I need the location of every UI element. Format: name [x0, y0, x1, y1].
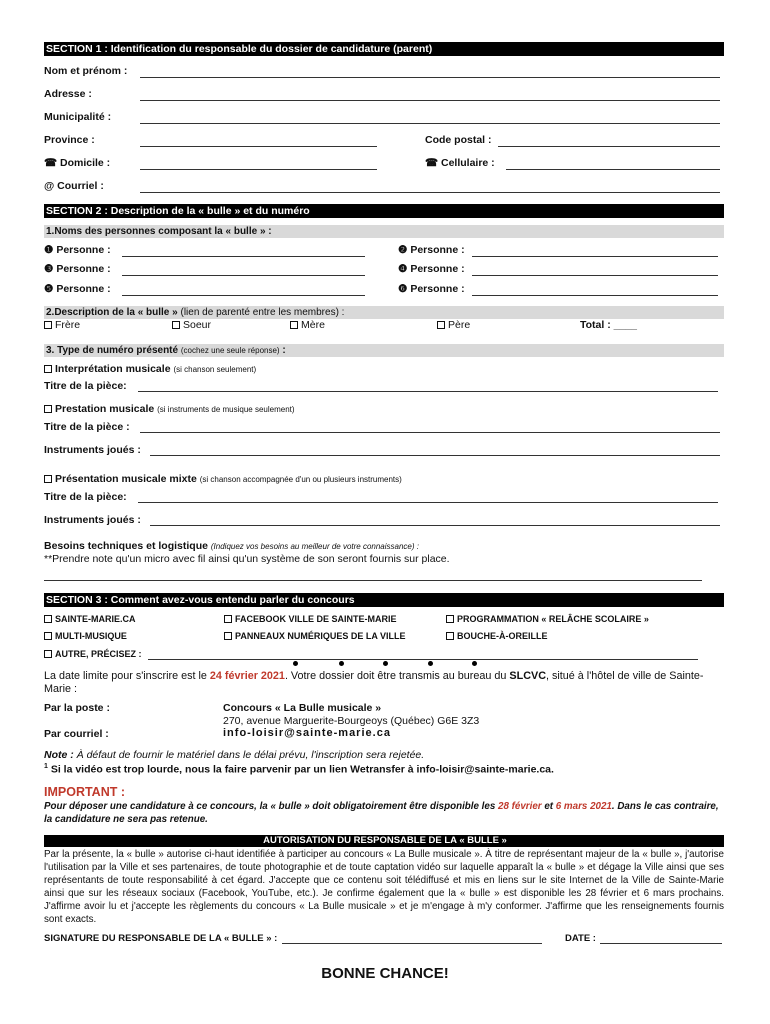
- option-label: MULTI-MUSIQUE: [55, 631, 127, 641]
- mixte-note: (si chanson accompagnée d'un ou plusieurs instruments): [199, 475, 402, 484]
- bullet-dot: [339, 661, 344, 666]
- note-label: Note :: [44, 749, 74, 761]
- person-4-label: ❹ Personne :: [398, 263, 465, 275]
- titre-1-label: Titre de la pièce:: [44, 380, 127, 392]
- cellulaire-field[interactable]: [506, 169, 720, 170]
- checkbox-prestation[interactable]: [44, 403, 295, 415]
- wetransfer-line: [44, 763, 554, 776]
- option-label: PANNEAUX NUMÉRIQUES DE LA VILLE: [235, 631, 406, 641]
- option-label: SAINTE-MARIE.CA: [55, 614, 136, 624]
- q3-header: [44, 344, 724, 357]
- person-5-label: ❺ Personne :: [44, 283, 111, 295]
- instruments-1-label: Instruments joués :: [44, 444, 141, 456]
- option-autre[interactable]: [44, 649, 142, 659]
- person-2-field[interactable]: [472, 256, 718, 257]
- section1-header: SECTION 1 : Identification du responsable du dossier de candidature (parent): [44, 42, 724, 56]
- q2-header: [44, 306, 724, 319]
- person-5-field[interactable]: [122, 295, 365, 296]
- signature-field[interactable]: [282, 943, 542, 944]
- instruments-1-field[interactable]: [150, 455, 720, 456]
- interp-label: Interprétation musicale: [55, 363, 171, 375]
- autorisation-text: Par la présente, la « bulle » autorise ci-haut identifiée à participer au concours « La Bulle musicale ». À titre de représentant majeur de la « bulle », j'autorise l'utilisation par la Ville et ses partenaires, de toute photographie et de toute captation vidéo sur laquelle apparaît la « bulle » et dégage la Ville ainsi que ses représentants de toute responsabilité à cet égard. J'accepte que ce contenu soit télédiffusé et mis en liens sur le site Internet de la Ville de Sainte-Marie ainsi que sur les réseaux sociaux (Facebook, YouTube, etc.). Je confirme également que la « bulle » est disponible les 28 février et 6 mars prochains. J'affirme avoir lu et j'accepte les règlements du concours « La Bulle musicale » et je m'engage à m'y conformer. J'affirme que les renseignements fournis sont exacts.: [44, 849, 724, 925]
- person-2-label: ❷ Personne :: [398, 244, 465, 256]
- option-facebook[interactable]: [224, 614, 397, 624]
- courriel-field[interactable]: [140, 192, 720, 193]
- date-label: DATE :: [565, 933, 596, 944]
- checkbox-icon: [44, 632, 52, 640]
- person-1-label: ❶ Personne :: [44, 244, 111, 256]
- titre-2-field[interactable]: [140, 432, 720, 433]
- autre-field[interactable]: [148, 659, 698, 660]
- option-label: PROGRAMMATION « RELÂCHE SCOLAIRE »: [457, 614, 649, 624]
- checkbox-icon: [290, 321, 298, 329]
- important-text: Pour déposer une candidature à ce concours, la « bulle » doit obligatoirement être disponible les 28 février et 6 mars 2021. Dans le cas contraire, la candidature ne sera pas retenue.: [44, 801, 719, 825]
- bullet-dot: [472, 661, 477, 666]
- section3-header: SECTION 3 : Comment avez-vous entendu parler du concours: [44, 593, 724, 607]
- checkbox-icon: [44, 475, 52, 483]
- checkbox-icon: [446, 615, 454, 623]
- option-sainte-marie[interactable]: [44, 614, 136, 624]
- address-title: Concours « La Bulle musicale »: [223, 702, 382, 714]
- checkbox-soeur[interactable]: [172, 319, 211, 331]
- checkbox-mixte[interactable]: [44, 473, 402, 485]
- besoins-note: (Indiquez vos besoins au meilleur de votre connaissance) :: [210, 542, 419, 551]
- address-street: 270, avenue Marguerite-Bourgeoys (Québec) G6E 3Z3: [223, 715, 480, 727]
- interp-note: (si chanson seulement): [173, 365, 257, 374]
- person-6-field[interactable]: [472, 295, 718, 296]
- checkbox-pere[interactable]: [437, 319, 470, 331]
- micro-note: **Prendre note qu'un micro avec fil ainsi qu'un système de son seront fournis sur place.: [44, 553, 450, 565]
- signature-label: SIGNATURE DU RESPONSABLE DE LA « BULLE » :: [44, 933, 278, 944]
- person-3-label: ❸ Personne :: [44, 263, 111, 275]
- option-bouche[interactable]: [446, 631, 548, 641]
- checkbox-icon: [224, 615, 232, 623]
- option-label: FACEBOOK VILLE DE SAINTE-MARIE: [235, 614, 397, 624]
- section2-header: SECTION 2 : Description de la « bulle » et du numéro: [44, 204, 724, 218]
- option-relache[interactable]: [446, 614, 649, 624]
- titre-2-label: Titre de la pièce :: [44, 421, 130, 433]
- checkbox-icon: [172, 321, 180, 329]
- autorisation-header: AUTORISATION DU RESPONSABLE DE LA « BULLE »: [44, 835, 724, 847]
- nom-label: Nom et prénom :: [44, 65, 128, 77]
- municipalite-field[interactable]: [140, 123, 720, 124]
- q2-note: (lien de parenté entre les membres) :: [180, 307, 345, 318]
- bullet-dot: [383, 661, 388, 666]
- person-1-field[interactable]: [122, 256, 365, 257]
- province-field[interactable]: [140, 146, 377, 147]
- checkbox-interpretation[interactable]: [44, 363, 256, 375]
- besoins-title: Besoins techniques et logistique: [44, 540, 208, 552]
- deadline-org: SLCVC: [509, 670, 546, 682]
- nom-field[interactable]: [140, 77, 720, 78]
- domicile-label: ☎ Domicile :: [44, 157, 111, 169]
- checkbox-icon: [44, 405, 52, 413]
- poste-label: Par la poste :: [44, 702, 110, 714]
- important-date-1: 28 février: [498, 801, 542, 812]
- province-label: Province :: [44, 134, 95, 146]
- contact-email[interactable]: info-loisir@sainte-marie.ca: [223, 727, 391, 739]
- wetransfer-text: Si la vidéo est trop lourde, nous la faire parvenir par un lien Wetransfer à info-loisir@sainte-marie.ca.: [47, 763, 554, 776]
- checkbox-icon: [446, 632, 454, 640]
- checkbox-icon: [44, 365, 52, 373]
- pere-label: Père: [448, 319, 471, 331]
- adresse-label: Adresse :: [44, 88, 92, 100]
- option-panneaux[interactable]: [224, 631, 406, 641]
- besoins-label: [44, 540, 419, 552]
- total-field[interactable]: Total : ____: [580, 319, 637, 331]
- code-postal-label: Code postal :: [425, 134, 492, 146]
- code-postal-field[interactable]: [498, 146, 720, 147]
- checkbox-icon: [224, 632, 232, 640]
- mixte-label: Présentation musicale mixte: [55, 473, 197, 485]
- date-field[interactable]: [600, 943, 722, 944]
- footnote-marker: 1: [44, 763, 48, 770]
- important-title: IMPORTANT :: [44, 785, 126, 799]
- domicile-field[interactable]: [140, 169, 377, 170]
- option-multi-musique[interactable]: [44, 631, 127, 641]
- note-line: [44, 749, 424, 761]
- checkbox-icon: [44, 650, 52, 658]
- checkbox-icon: [437, 321, 445, 329]
- checkbox-icon: [44, 615, 52, 623]
- q3-colon: :: [282, 345, 286, 356]
- person-4-field[interactable]: [472, 275, 718, 276]
- important-date-2: 6 mars 2021: [555, 801, 612, 812]
- q1-header: 1.Noms des personnes composant la « bulle » :: [44, 225, 724, 238]
- prestation-note: (si instruments de musique seulement): [157, 405, 295, 414]
- courriel-label: @ Courriel :: [44, 180, 104, 192]
- q2-title: 2.Description de la « bulle »: [46, 307, 178, 318]
- q3-note: (cochez une seule réponse): [180, 346, 280, 355]
- mere-label: Mère: [301, 319, 325, 331]
- instruments-2-field[interactable]: [150, 525, 720, 526]
- checkbox-icon: [44, 321, 52, 329]
- person-3-field[interactable]: [122, 275, 365, 276]
- prestation-label: Prestation musicale: [55, 403, 155, 415]
- deadline-text: La date limite pour s'inscrire est le 24 février 2021. Votre dossier doit être transmis au bureau du SLCVC, situé à l'hôtel de ville de Sainte-Marie :: [44, 670, 704, 695]
- titre-3-field[interactable]: [138, 502, 718, 503]
- option-label: AUTRE, PRÉCISEZ :: [55, 649, 142, 659]
- footer-title: BONNE CHANCE!: [321, 965, 449, 982]
- adresse-field[interactable]: [140, 100, 720, 101]
- titre-1-field[interactable]: [138, 391, 718, 392]
- note-text: À défaut de fournir le matériel dans le délai prévu, l'inscription sera rejetée.: [73, 749, 425, 761]
- cellulaire-label: ☎ Cellulaire :: [425, 157, 495, 169]
- checkbox-mere[interactable]: [290, 319, 325, 331]
- bullet-dot: [428, 661, 433, 666]
- instruments-2-label: Instruments joués :: [44, 514, 141, 526]
- deadline-date: 24 février 2021: [209, 670, 285, 682]
- person-6-label: ❻ Personne :: [398, 283, 465, 295]
- frere-label: Frère: [55, 319, 81, 331]
- titre-3-label: Titre de la pièce:: [44, 491, 127, 503]
- courriel-send-label: Par courriel :: [44, 728, 109, 740]
- municipalite-label: Municipalité :: [44, 111, 112, 123]
- bullet-dot: [293, 661, 298, 666]
- q3-title: 3. Type de numéro présenté: [46, 345, 179, 356]
- soeur-label: Soeur: [183, 319, 212, 331]
- option-label: BOUCHE-À-OREILLE: [457, 631, 548, 641]
- checkbox-frere[interactable]: [44, 319, 80, 331]
- besoins-field[interactable]: [44, 580, 702, 581]
